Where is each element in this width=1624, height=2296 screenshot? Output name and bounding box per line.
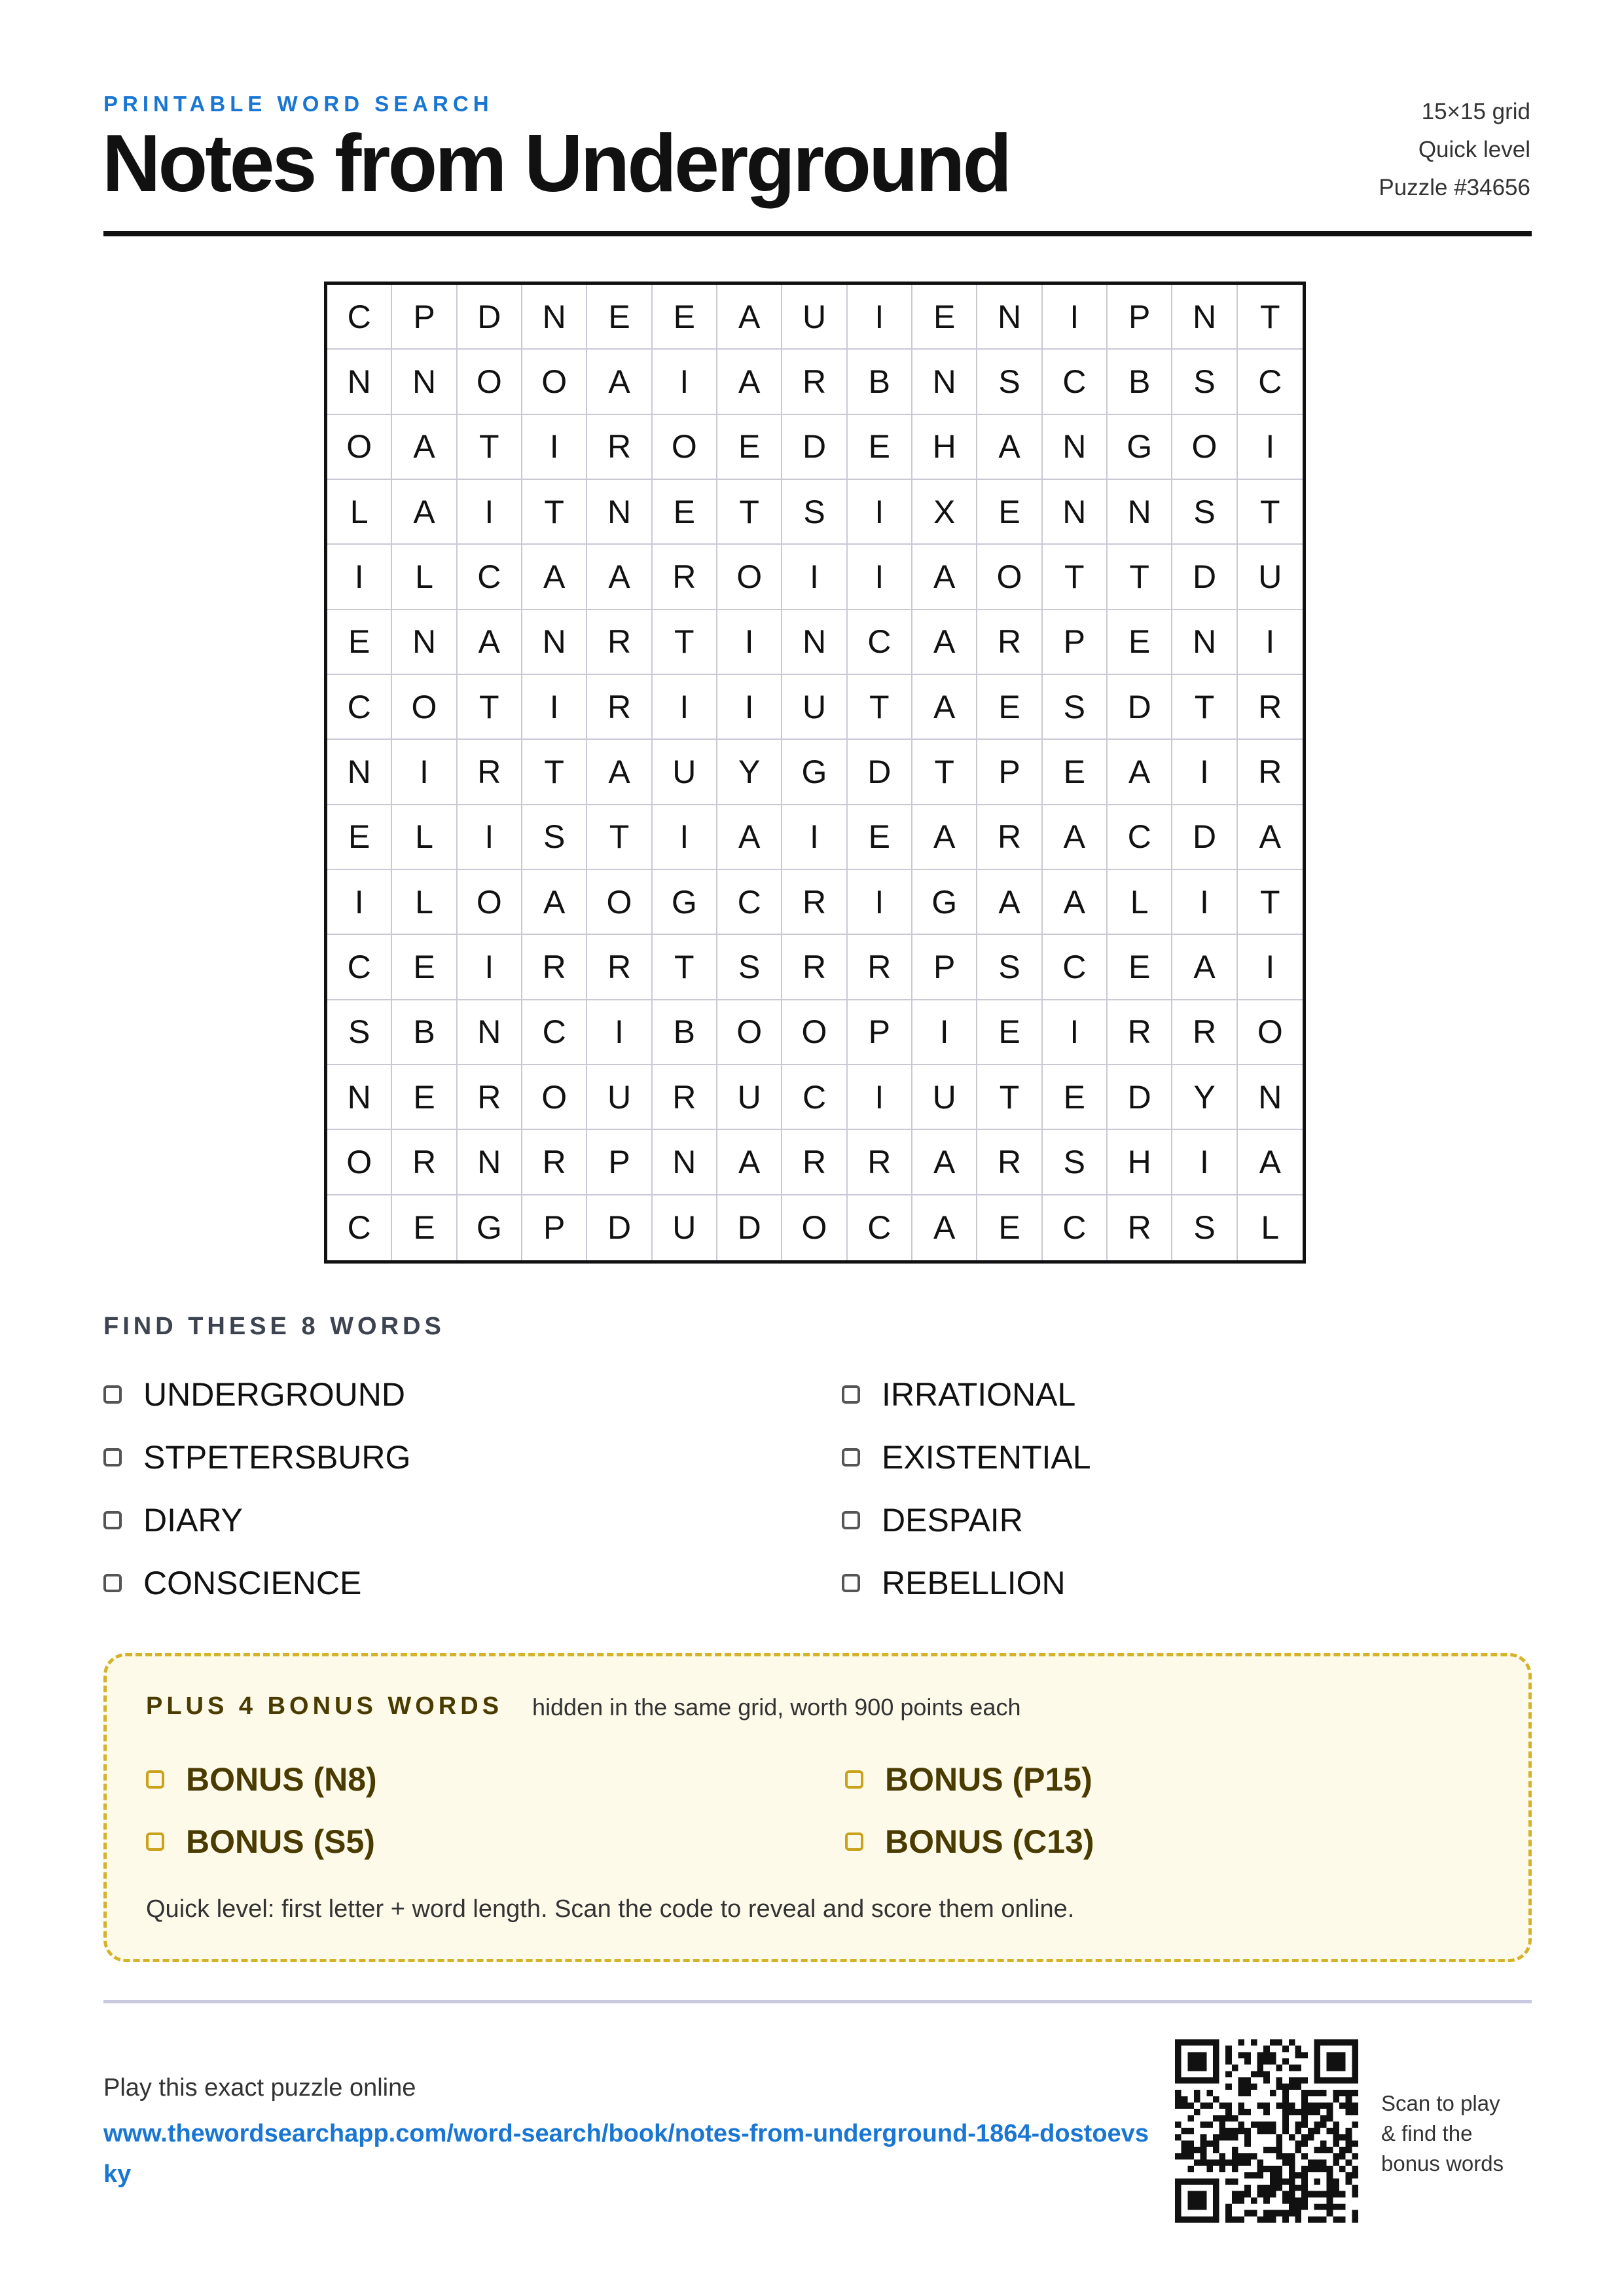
grid-cell[interactable]: S [1172,480,1237,545]
grid-cell[interactable]: S [1172,1195,1237,1260]
grid-cell[interactable]: T [912,740,977,805]
word-label: EXISTENTIAL [882,1439,1091,1476]
grid-cell[interactable]: O [653,415,717,480]
grid-cell[interactable]: C [717,870,782,935]
word-item[interactable] [103,1560,361,1606]
grid-cell[interactable]: A [912,675,977,740]
grid-cell[interactable]: N [1172,285,1237,350]
grid-cell[interactable]: A [587,350,652,414]
grid-cell[interactable]: N [1043,415,1108,480]
grid-cell[interactable]: A [977,415,1042,480]
bonus-note: Quick level: first letter + word length. Scan the code to reveal and score them online. [146,1895,1075,1923]
grid-cell[interactable]: C [1238,350,1303,414]
grid-cell[interactable]: O [327,1130,392,1195]
grid-cell[interactable]: S [782,480,847,545]
scan-line: bonus words [1381,2151,1504,2176]
grid-cell[interactable]: R [977,610,1042,675]
grid-cell[interactable]: N [522,610,587,675]
grid-cell[interactable]: R [587,935,652,1000]
grid-cell[interactable]: D [1172,805,1237,870]
grid-cell[interactable]: D [1172,545,1237,610]
grid-cell[interactable]: O [522,350,587,414]
grid-cell[interactable]: I [848,545,912,610]
grid-cell[interactable]: R [1108,1195,1172,1260]
grid-cell[interactable]: T [458,675,522,740]
grid-size-label: 15×15 grid [1421,99,1530,124]
grid-cell[interactable]: P [912,935,977,1000]
word-label: IRRATIONAL [882,1376,1076,1413]
grid-cell[interactable]: P [848,1000,912,1065]
checkbox-icon[interactable] [103,1511,122,1529]
grid-cell[interactable]: A [1238,1130,1303,1195]
grid-cell[interactable]: T [587,805,652,870]
grid-cell[interactable]: A [912,1195,977,1260]
grid-cell[interactable]: N [1108,480,1172,545]
bonus-label: BONUS (C13) [885,1823,1094,1860]
grid-cell[interactable]: E [653,285,717,350]
grid-cell[interactable]: I [782,805,847,870]
grid-cell[interactable]: I [848,870,912,935]
grid-cell[interactable]: C [327,675,392,740]
word-item[interactable] [842,1560,1066,1606]
grid-cell[interactable]: L [1108,870,1172,935]
grid-cell[interactable]: N [327,350,392,414]
grid-cell[interactable]: A [1238,805,1303,870]
grid-cell[interactable]: N [1043,480,1108,545]
grid-cell[interactable]: A [912,805,977,870]
grid-cell[interactable]: A [392,415,457,480]
grid-cell[interactable]: N [782,610,847,675]
grid-cell[interactable]: L [392,545,457,610]
grid-cell[interactable]: A [717,350,782,414]
grid-cell[interactable]: N [327,1065,392,1130]
grid-cell[interactable]: E [327,610,392,675]
grid-cell[interactable]: O [458,350,522,414]
grid-cell[interactable]: T [522,740,587,805]
grid-cell[interactable]: S [977,350,1042,414]
grid-cell[interactable]: R [522,935,587,1000]
grid-cell[interactable]: A [458,610,522,675]
grid-cell[interactable]: T [717,480,782,545]
grid-cell[interactable]: O [977,545,1042,610]
grid-cell[interactable]: I [1172,870,1237,935]
puzzle-url-link[interactable]: www.thewordsearchapp.com/word-search/book/notes-from-underground-1864-dostoevsky [103,2120,1149,2188]
grid-cell[interactable]: S [1043,1130,1108,1195]
grid-cell[interactable]: G [912,870,977,935]
checkbox-icon[interactable] [845,1832,863,1851]
grid-cell[interactable]: H [1108,1130,1172,1195]
grid-cell[interactable]: A [912,610,977,675]
grid-cell[interactable]: S [1043,675,1108,740]
grid-cell[interactable]: P [587,1130,652,1195]
grid-cell[interactable]: I [327,545,392,610]
grid-cell[interactable]: T [458,415,522,480]
grid-cell[interactable]: L [327,480,392,545]
checkbox-icon[interactable] [842,1448,860,1467]
grid-cell[interactable]: I [717,610,782,675]
grid-cell[interactable]: H [912,415,977,480]
grid-cell[interactable]: R [653,545,717,610]
grid-cell[interactable]: T [1043,545,1108,610]
grid-cell[interactable]: O [327,415,392,480]
grid-cell[interactable]: B [392,1000,457,1065]
grid-cell[interactable]: O [458,870,522,935]
grid-cell[interactable]: E [977,1195,1042,1260]
bonus-panel [103,1653,1532,1962]
grid-cell[interactable]: N [587,480,652,545]
footer-divider [103,2000,1532,2003]
header-divider [103,231,1532,236]
grid-cell[interactable]: I [392,740,457,805]
grid-cell[interactable]: I [458,805,522,870]
grid-cell[interactable]: N [458,1130,522,1195]
grid-cell[interactable]: O [1172,415,1237,480]
grid-cell[interactable]: B [653,1000,717,1065]
bonus-heading: PLUS 4 BONUS WORDS [146,1692,503,1720]
grid-cell[interactable]: I [848,285,912,350]
word-item[interactable] [842,1434,1091,1480]
grid-cell[interactable]: B [848,350,912,414]
grid-cell[interactable]: T [1238,480,1303,545]
grid-cell[interactable]: C [1043,350,1108,414]
grid-cell[interactable]: N [522,285,587,350]
grid-cell[interactable]: U [912,1065,977,1130]
grid-cell[interactable]: D [717,1195,782,1260]
word-item[interactable] [842,1497,1023,1543]
grid-cell[interactable]: R [848,1130,912,1195]
grid-cell[interactable]: E [1043,1065,1108,1130]
grid-cell[interactable]: C [522,1000,587,1065]
grid-cell[interactable]: T [653,610,717,675]
grid-cell[interactable]: N [327,740,392,805]
checkbox-icon[interactable] [146,1832,164,1851]
grid-cell[interactable]: C [458,545,522,610]
grid-cell[interactable]: O [522,1065,587,1130]
grid-cell[interactable]: I [327,870,392,935]
grid-cell[interactable]: E [327,805,392,870]
grid-cell[interactable]: C [327,1195,392,1260]
grid-cell[interactable]: E [977,480,1042,545]
grid-cell[interactable]: O [1238,1000,1303,1065]
grid-cell[interactable]: I [1238,415,1303,480]
grid-cell[interactable]: D [782,415,847,480]
scan-instructions [1381,2088,1532,2179]
grid-cell[interactable]: E [653,480,717,545]
grid-cell[interactable]: T [1238,285,1303,350]
level-label: Quick level [1418,137,1530,162]
grid-cell[interactable]: N [392,350,457,414]
eyebrow-label: PRINTABLE WORD SEARCH [103,92,494,116]
grid-cell[interactable]: A [1172,935,1237,1000]
grid-cell[interactable]: A [587,740,652,805]
grid-cell[interactable]: S [327,1000,392,1065]
grid-cell[interactable]: I [1238,935,1303,1000]
grid-cell[interactable]: R [653,1065,717,1130]
grid-cell[interactable]: C [848,1195,912,1260]
grid-cell[interactable]: U [717,1065,782,1130]
word-label: REBELLION [882,1565,1066,1601]
grid-cell[interactable]: C [1108,805,1172,870]
grid-cell[interactable]: N [977,285,1042,350]
grid-cell[interactable]: R [1108,1000,1172,1065]
grid-cell[interactable]: R [458,740,522,805]
grid-cell[interactable]: N [653,1130,717,1195]
grid-cell[interactable]: I [1238,610,1303,675]
word-label: DESPAIR [882,1502,1023,1539]
checkbox-icon[interactable] [842,1385,860,1404]
word-item[interactable] [103,1497,243,1543]
grid-cell[interactable]: L [1261,1209,1280,1247]
word-label: CONSCIENCE [143,1565,362,1601]
grid-cell[interactable]: I [717,675,782,740]
bonus-item[interactable] [845,1757,1092,1802]
grid-cell[interactable]: N [458,1000,522,1065]
grid-cell[interactable]: I [522,415,587,480]
grid-cell[interactable]: A [1043,805,1108,870]
grid-cell[interactable]: S [977,935,1042,1000]
grid-cell[interactable]: A [912,545,977,610]
grid-cell[interactable]: C [1043,935,1108,1000]
grid-cell[interactable]: A [1108,740,1172,805]
grid-cell[interactable]: A [717,285,782,350]
grid-cell[interactable]: R [1238,740,1303,805]
grid-cell[interactable]: P [1043,610,1108,675]
bonus-item[interactable] [146,1819,375,1865]
grid-cell[interactable]: O [587,870,652,935]
grid-cell[interactable]: O [717,1000,782,1065]
checkbox-icon[interactable] [103,1574,122,1592]
grid-cell[interactable]: I [782,545,847,610]
checkbox-icon[interactable] [845,1770,863,1789]
grid-cell[interactable]: E [977,675,1042,740]
grid-cell[interactable]: T [977,1065,1042,1130]
grid-cell[interactable]: D [1108,1065,1172,1130]
grid-cell[interactable]: I [848,1065,912,1130]
grid-cell[interactable]: D [587,1195,652,1260]
grid-cell[interactable]: E [977,1000,1042,1065]
grid-cell[interactable]: N [1238,1065,1303,1130]
grid-cell[interactable]: D [1108,675,1172,740]
grid-cell[interactable]: U [782,285,847,350]
grid-cell[interactable]: S [522,805,587,870]
grid-cell[interactable]: R [782,935,847,1000]
grid-cell[interactable]: N [1172,610,1237,675]
grid-cell[interactable]: R [977,805,1042,870]
grid-cell[interactable]: U [782,675,847,740]
grid-cell[interactable]: A [587,545,652,610]
puzzle-number-label: Puzzle #34656 [1379,175,1530,200]
grid-cell[interactable]: Y [717,740,782,805]
grid-cell[interactable]: R [977,1130,1042,1195]
grid-cell[interactable]: O [782,1195,847,1260]
grid-cell[interactable]: G [782,740,847,805]
checkbox-icon[interactable] [842,1511,860,1529]
scan-line: & find the [1381,2121,1473,2145]
grid-cell[interactable]: A [1043,870,1108,935]
grid-cell[interactable]: I [587,1000,652,1065]
grid-cell[interactable]: A [522,870,587,935]
grid-cell[interactable]: I [458,935,522,1000]
grid-cell[interactable]: R [587,415,652,480]
grid-cell[interactable]: T [1172,675,1237,740]
grid-cell[interactable]: G [1108,415,1172,480]
grid-cell[interactable]: O [717,545,782,610]
grid-cell[interactable]: I [1172,740,1237,805]
grid-cell[interactable]: C [1043,1195,1108,1260]
grid-cell[interactable]: Y [1172,1065,1237,1130]
grid-cell[interactable]: A [392,480,457,545]
word-item[interactable] [103,1372,405,1417]
grid-cell[interactable]: C [782,1065,847,1130]
grid-cell[interactable]: R [1172,1000,1237,1065]
grid-cell[interactable]: E [587,285,652,350]
grid-cell[interactable]: E [848,805,912,870]
qr-code-icon[interactable] [1175,2039,1358,2223]
grid-cell[interactable]: I [653,675,717,740]
grid-cell[interactable]: C [327,935,392,1000]
word-list-heading: FIND THESE 8 WORDS [103,1313,445,1340]
grid-cell[interactable]: S [1172,350,1237,414]
grid-cell[interactable]: R [1238,675,1303,740]
grid-cell[interactable]: A [717,805,782,870]
scan-line: Scan to play [1381,2091,1500,2115]
grid-cell[interactable]: A [977,870,1042,935]
grid-cell[interactable]: D [848,740,912,805]
bonus-item[interactable] [146,1757,377,1802]
grid-cell[interactable]: E [1043,740,1108,805]
grid-cell[interactable]: A [522,545,587,610]
checkbox-icon[interactable] [842,1574,860,1592]
page-title: Notes from Underground [102,118,1010,209]
bonus-subtitle: hidden in the same grid, worth 900 points each [532,1694,1021,1721]
word-list [103,1372,1532,1627]
grid-cell[interactable]: P [522,1195,587,1260]
grid-cell[interactable]: B [1108,350,1172,414]
grid-cell[interactable]: P [1108,285,1172,350]
word-label: STPETERSBURG [143,1439,411,1476]
grid-cell[interactable]: N [912,350,977,414]
checkbox-icon[interactable] [103,1385,122,1404]
grid-cell[interactable]: S [717,935,782,1000]
grid-cell[interactable]: I [912,1000,977,1065]
grid-cell[interactable]: C [848,610,912,675]
word-item[interactable] [103,1434,410,1480]
grid-cell[interactable]: R [587,610,652,675]
grid-cell[interactable]: I [1043,1000,1108,1065]
grid-cell[interactable]: R [392,1130,457,1195]
grid-cell[interactable]: I [653,350,717,414]
grid-cell[interactable]: R [782,350,847,414]
grid-cell[interactable]: R [782,870,847,935]
grid-cell[interactable]: L [392,805,457,870]
play-online-label: Play this exact puzzle online [103,2074,416,2102]
grid-cell[interactable]: I [653,805,717,870]
grid-cell[interactable]: L [392,870,457,935]
grid-cell[interactable]: R [782,1130,847,1195]
grid-cell[interactable]: C [327,285,392,350]
word-label: DIARY [143,1502,243,1539]
grid-cell[interactable]: E [1108,935,1172,1000]
grid-cell[interactable]: T [522,480,587,545]
grid-cell[interactable]: P [392,285,457,350]
grid-cell[interactable]: G [653,870,717,935]
puzzle-meta [1379,93,1530,207]
grid-cell[interactable]: X [912,480,977,545]
grid-cell[interactable]: P [977,740,1042,805]
word-item[interactable] [842,1372,1075,1417]
bonus-label: BONUS (P15) [885,1761,1092,1798]
grid-cell[interactable]: D [458,285,522,350]
checkbox-icon[interactable] [146,1770,164,1789]
grid-cell[interactable]: O [392,675,457,740]
grid-cell[interactable]: O [782,1000,847,1065]
grid-cell[interactable]: R [848,935,912,1000]
grid-cell[interactable]: E [717,415,782,480]
grid-cell[interactable]: T [1108,545,1172,610]
grid-cell[interactable]: R [522,1130,587,1195]
bonus-label: BONUS (N8) [186,1761,377,1798]
grid-cell[interactable]: E [912,285,977,350]
grid-cell[interactable]: U [1238,545,1303,610]
grid-cell[interactable]: U [587,1065,652,1130]
grid-cell[interactable]: T [848,675,912,740]
grid-cell[interactable]: G [458,1195,522,1260]
grid-cell[interactable]: A [912,1130,977,1195]
grid-cell[interactable]: E [392,935,457,1000]
grid-cell[interactable]: E [1108,610,1172,675]
grid-cell[interactable]: I [1043,285,1108,350]
grid-cell[interactable]: E [848,415,912,480]
grid-cell[interactable]: I [458,480,522,545]
grid-cell[interactable]: E [392,1065,457,1130]
grid-cell[interactable]: T [653,935,717,1000]
letter-grid[interactable] [324,282,1306,1264]
bonus-label: BONUS (S5) [186,1823,375,1860]
grid-cell[interactable]: U [653,740,717,805]
grid-cell[interactable]: A [717,1130,782,1195]
grid-cell[interactable]: U [653,1195,717,1260]
grid-cell[interactable]: R [458,1065,522,1130]
grid-cell[interactable]: T [1238,870,1303,935]
grid-cell[interactable]: I [522,675,587,740]
bonus-item[interactable] [845,1819,1094,1865]
word-label: UNDERGROUND [143,1376,405,1413]
grid-cell[interactable]: I [1172,1130,1237,1195]
grid-cell[interactable]: E [392,1195,457,1260]
grid-cell[interactable]: R [587,675,652,740]
grid-cell[interactable]: N [392,610,457,675]
checkbox-icon[interactable] [103,1448,122,1467]
grid-cell[interactable]: I [848,480,912,545]
